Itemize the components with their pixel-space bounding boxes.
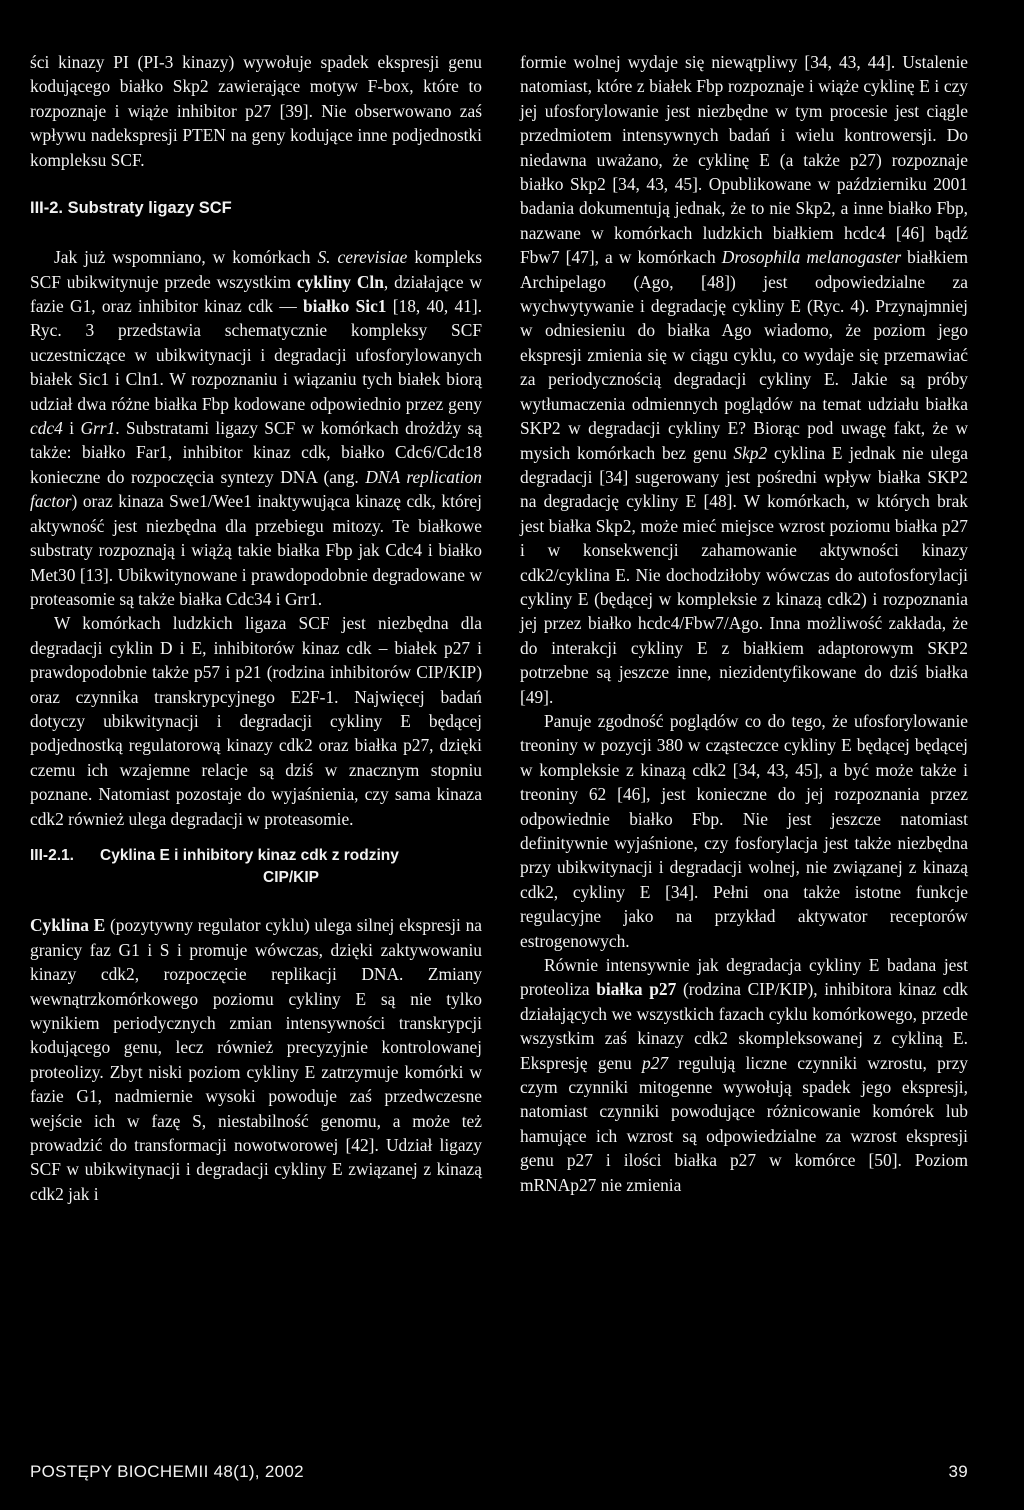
paragraph: ści kinazy PI (PI-3 kinazy) wywołuje spadek ekspresji genu kodującego białko Skp2 zawierające motyw F-box, które to rozpoznaje i wiąże inhibitor p27 [39]. Nie obserwowano zaś wpływu nadekspresji PTEN na geny kodujące inne podjednostki kompleksu SCF. [30,52,482,170]
page-footer [30,1462,968,1482]
section-heading: III-2. Substraty ligazy SCF [30,199,232,218]
paragraph: Równie intensywnie jak degradacja cykliny E badana jest proteoliza białka p27 (rodzina CIP/KIP), inhibitora kinaz cdk działających we wszystkich fazach cyklu komórkowego, przede wszystkim zaś kinazy cdk2 skompleksowanej z cykliną E. Ekspresję genu p27 regulują liczne czynniki wzrostu, przy czym czynniki mitogenne wywołują spadek jego ekspresji, natomiast czynniki powodujące różnicowanie komórek lub hamujące ich wzrost są odpowiedzialne za wzrost ekspresji genu p27 i ilości białka p27 w komórce [50]. Poziom mRNAp27 nie zmienia [520,955,968,1195]
page-number: 39 [948,1462,968,1481]
paragraph: Cyklina E (pozytywny regulator cyklu) ulega silnej ekspresji na granicy faz G1 i S i promuje wówczas, dzięki zaktywowaniu kinazy cdk2, rozpoczęcie replikacji DNA. Zmiany wewnątrzkomórkowego poziomu cykliny E są nie tylko wynikiem periodycznych zmian intensywności transkrypcji kodującego genu, lecz również precyzyjnie kontrolowanej proteolizy. Zbyt niski poziom cykliny E zatrzymuje komórki w fazie G1, nadmiernie wysoki powoduje zaś przedwczesne wejście ich w fazę S, niestabilność genomu, a może też prowadzić do transformacji nowotworowej [42]. Udział ligazy SCF w ubikwitynacji i degradacji cykliny E związanej z kinazą cdk2 jak i [30,915,482,1204]
paragraph: Jak już wspomniano, w komórkach S. cerevisiae kompleks SCF ubikwitynuje przede wszystkim cykliny Cln, działające w fazie G1, oraz inhibitor kinaz cdk — białko Sic1 [18, 40, 41]. Ryc. 3 przedstawia schematycznie kompleksy SCF uczestniczące w ubikwitynacji i degradacji ufosforylowanych białek Sic1 i Cln1. W rozpoznaniu i wiązaniu tych białek biorą udział dwa różne białka Fbp kodowane odpowiednio przez geny cdc4 i Grr1. Substratami ligazy SCF w komórkach drożdży są także: białko Far1, inhibitor kinaz cdk, białko Cdc6/Cdc18 konieczne do rozpoczęcia syntezy DNA (ang. DNA replication factor) oraz kinaza Swe1/Wee1 inaktywująca kinazę cdk, której aktywność jest niezbędna dla przebiegu mitozy. Te białkowe substraty rozpoznają i wiążą takie białka Fbp jak Cdc4 i białko Met30 [13]. Ubikwitynowane i prawdopodobnie degradowane w proteasomie są także białka Cdc34 i Grr1. [30,247,483,609]
paragraph: Panuje zgodność poglądów co do tego, że ufosforylowanie treoniny w pozycji 380 w cząsteczce cykliny E będącej będącej w kompleksie z kinazą cdk2 [34, 43, 45], a być może także i treoniny 62 [46], jest konieczne do jej rozpoznania przez odpowiednie białko Fbp. Nie jest jeszcze natomiast definitywnie wyjaśnione, czy fosforylacja jest także niezbędna przy ubikwitynacji i degradacji wolnej, nie związanej z kinazą cdk2, cykliny E [34]. Pełni ona także istotne funkcje regulacyjne jako na przykład aktywator receptorów estrogenowych. [520,710,968,951]
subsection-heading: III-2.1. Cyklina E i inhibitory kinaz cdk z rodziny CIP/KIP [30,846,399,886]
paragraph: formie wolnej wydaje się niewątpliwy [34, 43, 44]. Ustalenie natomiast, które z białek Fbp rozpoznaje i wiąże cyklinę E i czy jej ufosforylowanie jest niezbędne w tym procesie jest ciągle przedmiotem intensywnych badań i wielu kontrowersji. Do niedawna uważano, że cyklinę E (a także p27) rozpoznaje białko Skp2 [34, 43, 45]. Opublikowane w październiku 2001 badania dokumentują jednak, że to nie Skp2, a inne białko Fbp, nazwane w komórkach ludzkich białkiem hcdc4 [46] bądź Fbw7 [47], a w komórkach Drosophila melanogaster białkiem Archipelago (Ago, [48]) jest odpowiedzialne za wychwytywanie i degradację cykliny E (Ryc. 4). Przynajmniej w odniesieniu do białka Ago wiadomo, że poziom jego ekspresji zmienia się w ciągu cyklu, co wydaje się przemawiać za periodycznością degradacji cykliny E. Jakie są próby wytłumaczenia odmiennych poglądów na temat udziału białka SKP2 w degradacji cykliny E? Biorąc pod uwagę fakt, że w mysich komórkach bez genu Skp2 cyklina E jednak nie ulega degradacji [34] sugerowany jest pośredni wpływ białka SKP2 na degradację cykliny E [48]. W komórkach, w których brak jest białka Skp2, może mieć miejsce wzrost poziomu białka p27 i w konsekwencji zahamowanie aktywności kinazy cdk2/cyklina E. Nie dochodziłoby wówczas do autofosforylacji cykliny E (będącej w kompleksie z kinazą cdk2) i rozpoznania jej przez białko hcdc4/Fbw7/Ago. Inna możliwość zakłada, że do interakcji cykliny E z białkiem adaptorowym SKP2 potrzebne są jeszcze inne, niezidentyfikowane do dziś białka [49]. [520,52,969,707]
paragraph: W komórkach ludzkich ligaza SCF jest niezbędna dla degradacji cyklin D i E, inhibitorów kinaz cdk – białek p27 i prawdopodobnie także p57 i p21 (rodzina inhibitorów CIP/KIP) oraz czynnika transkrypcyjnego E2F-1. Najwięcej badań dotyczy ubikwitynacji i degradacji cykliny E będącej podjednostką regulatorową kinazy cdk2 oraz białka p27, dzięki czemu ich wzajemne relacje są dziś w znacznym stopniu poznane. Natomiast pozostaje do wyjaśnienia, czy sama kinaza cdk2 również ulega degradacji w proteasomie. [30,613,482,829]
right-column [520,50,968,1197]
journal-name: POSTĘPY BIOCHEMII 48(1), 2002 [30,1462,304,1481]
left-column [30,50,482,1206]
